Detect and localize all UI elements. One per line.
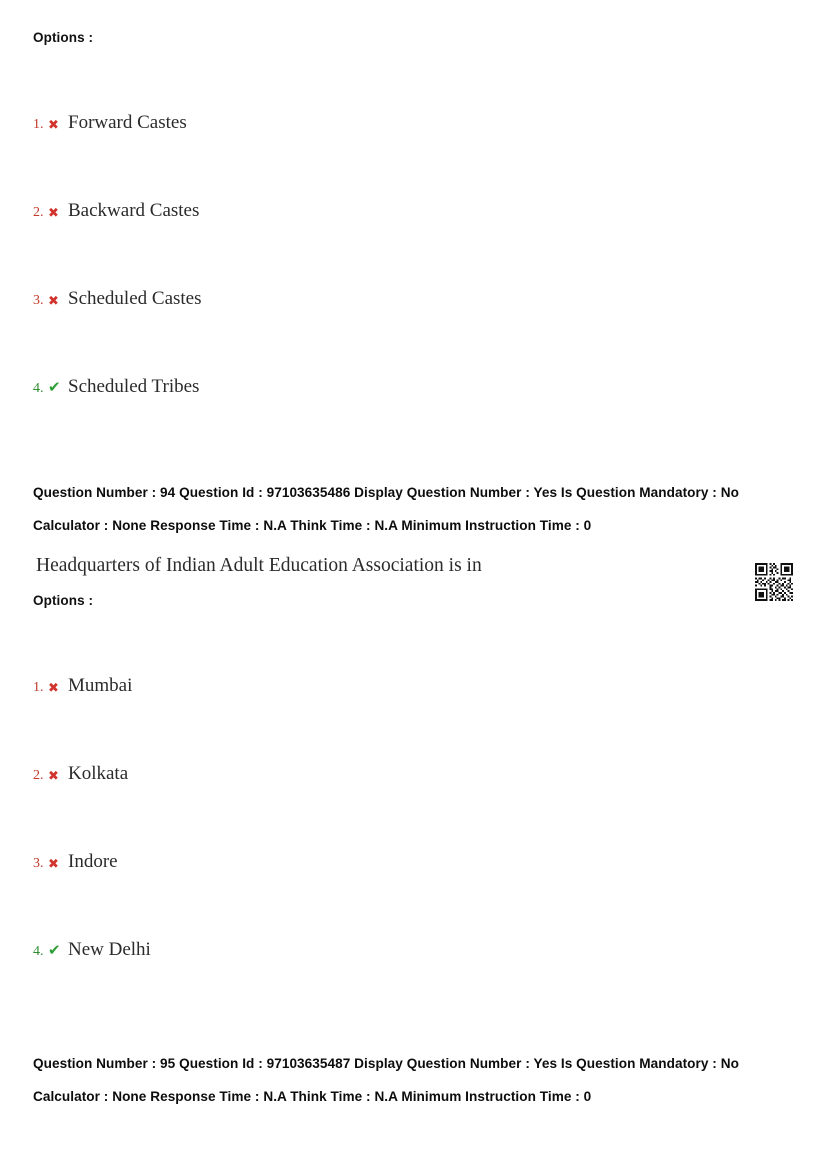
section-spacer [33, 397, 793, 477]
option-number: 3. [33, 856, 44, 871]
question-meta-q94: Question Number : 94 Question Id : 97103635486 Display Question Number : Yes Is Question Mandatory : No Calculator : None Response Time : N.A Think Time : N.A Minimum Instruction Time : 0 [33, 485, 739, 533]
cross-mark-icon: ✖ [48, 117, 59, 132]
list-item[interactable] [33, 133, 793, 221]
option-text: Scheduled Castes [68, 288, 202, 309]
option-number: 3. [33, 293, 44, 308]
option-number: 2. [33, 205, 44, 220]
cross-mark-icon: ✖ [48, 768, 59, 783]
option-text: Mumbai [68, 675, 133, 696]
top-spacer [33, 0, 793, 30]
option-number: 2. [33, 768, 44, 783]
option-number: 1. [33, 680, 44, 695]
cross-mark-icon: ✖ [48, 205, 59, 220]
options-label-q94: Options : [33, 593, 94, 608]
qr-code-icon [755, 563, 793, 601]
cross-mark-icon: ✖ [48, 293, 59, 308]
list-item[interactable] [33, 221, 793, 309]
option-text: Kolkata [68, 763, 129, 784]
question-text-q94: Headquarters of Indian Adult Education Association is in [36, 555, 482, 576]
option-number: 4. [33, 944, 44, 959]
list-item[interactable] [33, 872, 793, 960]
check-mark-icon: ✔ [48, 942, 61, 959]
option-number: 1. [33, 117, 44, 132]
section-spacer [33, 960, 793, 1048]
list-item[interactable] [33, 608, 793, 696]
option-number: 4. [33, 381, 44, 396]
option-text: Forward Castes [68, 112, 187, 133]
option-text: Backward Castes [68, 200, 200, 221]
list-item[interactable] [33, 784, 793, 872]
options-label-q93: Options : [33, 30, 94, 45]
list-item[interactable] [33, 309, 793, 397]
list-item[interactable] [33, 45, 793, 133]
option-text: New Delhi [68, 939, 151, 960]
list-item[interactable] [33, 696, 793, 784]
option-text: Scheduled Tribes [68, 376, 200, 397]
question-meta-q95: Question Number : 95 Question Id : 97103635487 Display Question Number : Yes Is Question Mandatory : No Calculator : None Response Time : N.A Think Time : N.A Minimum Instruction Time : 0 [33, 1056, 739, 1104]
cross-mark-icon: ✖ [48, 856, 59, 871]
option-list-q93 [33, 45, 793, 397]
check-mark-icon: ✔ [48, 379, 61, 396]
spacer [33, 577, 793, 593]
option-list-q94 [33, 608, 793, 960]
spacer [33, 542, 793, 555]
cross-mark-icon: ✖ [48, 680, 59, 695]
option-text: Indore [68, 851, 118, 872]
